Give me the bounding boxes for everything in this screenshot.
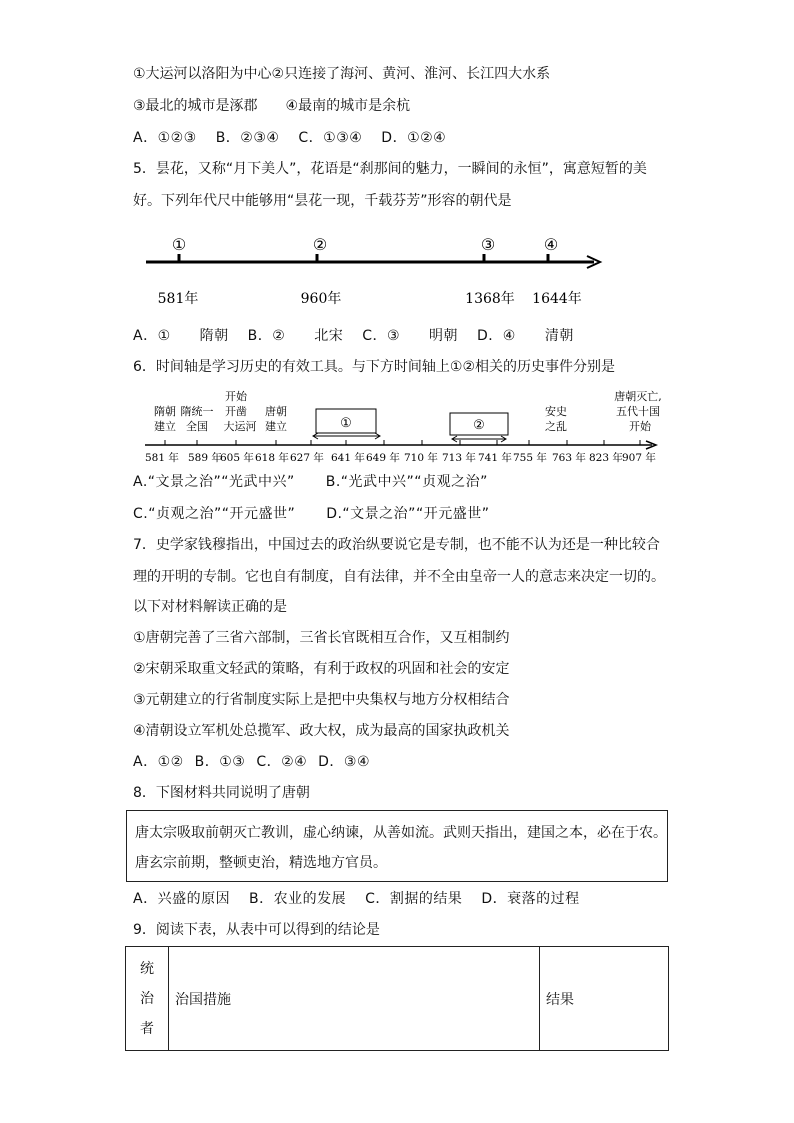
q6-year-627: 627 年	[290, 452, 324, 464]
q6-event-3-l0: 开始	[225, 390, 247, 403]
q7-stem-line2: 理的开明的专制。它也自有制度，自有法律，并不全由皇帝一人的意志来决定一切的。	[133, 569, 665, 585]
q6-event-1-l1: 隋朝	[154, 405, 176, 418]
q9-header-measures: 治国措施	[169, 947, 540, 1051]
q7-option-d[interactable]: D．③④	[318, 754, 371, 770]
q9-stem: 9．阅读下表，从表中可以得到的结论是	[133, 922, 380, 938]
q8-material-box	[126, 810, 668, 882]
q6-year-641: 641 年	[331, 452, 365, 464]
q6-options-ab	[133, 472, 502, 492]
q5-mark-3: ③	[480, 235, 496, 254]
q9-header-result: 结果	[540, 947, 669, 1051]
q6-option-c[interactable]: C.“贞观之治”“开元盛世”	[133, 506, 296, 522]
q7-item-3: ③元朝建立的行省制度实际上是把中央集权与地方分权相结合	[133, 692, 510, 708]
q5-year-3: 1368年	[465, 291, 515, 307]
q5-option-d[interactable]: D．④ 清朝	[476, 328, 574, 344]
q6-year-605: 605 年	[220, 452, 254, 464]
q4-options	[133, 128, 460, 148]
q6-year-710: 710 年	[404, 452, 438, 464]
q6-event-6-l1: 五代十国	[616, 405, 660, 418]
q8-material-line1: 唐太宗吸取前朝灭亡教训，虚心纳谏，从善如流。武则天指出，建国之本，必在于农。	[135, 825, 667, 841]
q6-year-763: 763 年	[552, 452, 586, 464]
q9-header-ruler	[126, 947, 169, 1051]
q4-option-c[interactable]: C．①③④	[298, 130, 363, 146]
q6-event-3-l2: 大运河	[223, 420, 257, 433]
q5-option-c[interactable]: C．③ 明朝	[362, 328, 459, 344]
q5-year-4: 1644年	[532, 291, 582, 307]
q4-line1: ①大运河以洛阳为中心②只连接了海河、黄河、淮河、长江四大水系	[133, 66, 551, 82]
q9-header-ruler-char-2: 治	[140, 990, 154, 1007]
q6-option-a[interactable]: A.“文景之治”“光武中兴”	[133, 474, 295, 490]
q8-option-d[interactable]: D．衰落的过程	[481, 891, 580, 907]
q6-event-3-l1: 开凿	[225, 405, 247, 418]
q6-year-907: 907 年	[622, 452, 656, 464]
q6-box-2: ②	[473, 418, 485, 433]
q6-event-5-l1: 安史	[545, 405, 567, 418]
q6-year-649: 649 年	[366, 452, 400, 464]
q6-event-5-l2: 之乱	[545, 420, 567, 433]
q9-header-ruler-char-1: 统	[140, 960, 154, 977]
q6-year-741: 741 年	[478, 452, 512, 464]
q7-item-4: ④清朝设立军机处总揽军、政大权，成为最高的国家执政机关	[133, 723, 510, 739]
q7-stem-line3: 以下对材料解读正确的是	[133, 599, 287, 615]
q6-event-2-l2: 全国	[186, 420, 208, 433]
q7-item-1: ①唐朝完善了三省六部制，三省长官既相互合作，又互相制约	[133, 630, 510, 646]
q6-year-589: 589 年	[188, 452, 222, 464]
q5-mark-2: ②	[312, 235, 328, 254]
q8-option-b[interactable]: B．农业的发展	[249, 891, 347, 907]
q6-event-6-l0: 唐朝灭亡,	[614, 390, 662, 403]
q5-mark-4: ④	[543, 235, 559, 254]
q6-box-1: ①	[340, 416, 352, 431]
q9-header-ruler-char-3: 者	[140, 1020, 154, 1037]
q7-stem-line1: 7．史学家钱穆指出，中国过去的政治纵要说它是专制，也不能不认为还是一种比较合	[133, 537, 660, 553]
q5-options	[133, 326, 588, 346]
q4-line2: ③最北的城市是涿郡 ④最南的城市是余杭	[133, 98, 411, 114]
q6-stem: 6．时间轴是学习历史的有效工具。与下方时间轴上①②相关的历史事件分别是	[133, 359, 616, 375]
q8-option-c[interactable]: C．割据的结果	[365, 891, 463, 907]
q8-options	[133, 889, 594, 909]
q6-event-1-l2: 建立	[154, 420, 176, 433]
table-row	[126, 947, 669, 1051]
q5-stem-line1: 5．昙花，又称“月下美人”，花语是“刹那间的魅力，一瞬间的永恒”，寓意短暂的美	[133, 161, 647, 177]
q5-year-2: 960年	[300, 291, 342, 307]
q4-option-d[interactable]: D．①②④	[381, 130, 447, 146]
q6-option-d[interactable]: D.“文景之治”“开元盛世”	[326, 506, 490, 522]
q7-option-b[interactable]: B．①③	[194, 754, 246, 770]
q6-year-713: 713 年	[442, 452, 476, 464]
q6-event-6-l2: 开始	[629, 420, 651, 433]
q7-option-c[interactable]: C．②④	[256, 754, 308, 770]
q6-year-581: 581 年	[145, 452, 179, 464]
q8-material-line2: 唐玄宗前期，整顿吏治，精选地方官员。	[135, 855, 387, 871]
q5-option-b[interactable]: B．② 北宋	[247, 328, 344, 344]
q6-year-755: 755 年	[513, 452, 547, 464]
q5-timeline	[0, 225, 794, 315]
q6-year-823: 823 年	[589, 452, 623, 464]
q8-stem: 8．下图材料共同说明了唐朝	[133, 785, 310, 801]
q5-year-1: 581年	[157, 291, 199, 307]
q6-event-4-l1: 唐朝	[265, 405, 287, 418]
q6-option-b[interactable]: B.“光武中兴”“贞观之治”	[325, 474, 488, 490]
q8-option-a[interactable]: A．兴盛的原因	[133, 891, 231, 907]
q6-year-618: 618 年	[255, 452, 289, 464]
q7-item-2: ②宋朝采取重文轻武的策略，有利于政权的巩固和社会的安定	[133, 661, 510, 677]
q4-option-b[interactable]: B．②③④	[215, 130, 280, 146]
q6-timeline	[0, 388, 794, 468]
q5-stem-line2: 好。下列年代尺中能够用“昙花一现，千载芬芳”形容的朝代是	[133, 193, 512, 209]
q6-event-4-l2: 建立	[265, 420, 287, 433]
q7-option-a[interactable]: A．①②	[133, 754, 184, 770]
q6-event-2-l1: 隋统一	[180, 405, 214, 418]
q9-table	[125, 946, 669, 1051]
q5-option-a[interactable]: A．① 隋朝	[133, 328, 229, 344]
q5-mark-1: ①	[171, 235, 187, 254]
q7-options	[133, 752, 384, 772]
q6-options-cd	[133, 504, 503, 524]
q4-option-a[interactable]: A．①②③	[133, 130, 197, 146]
